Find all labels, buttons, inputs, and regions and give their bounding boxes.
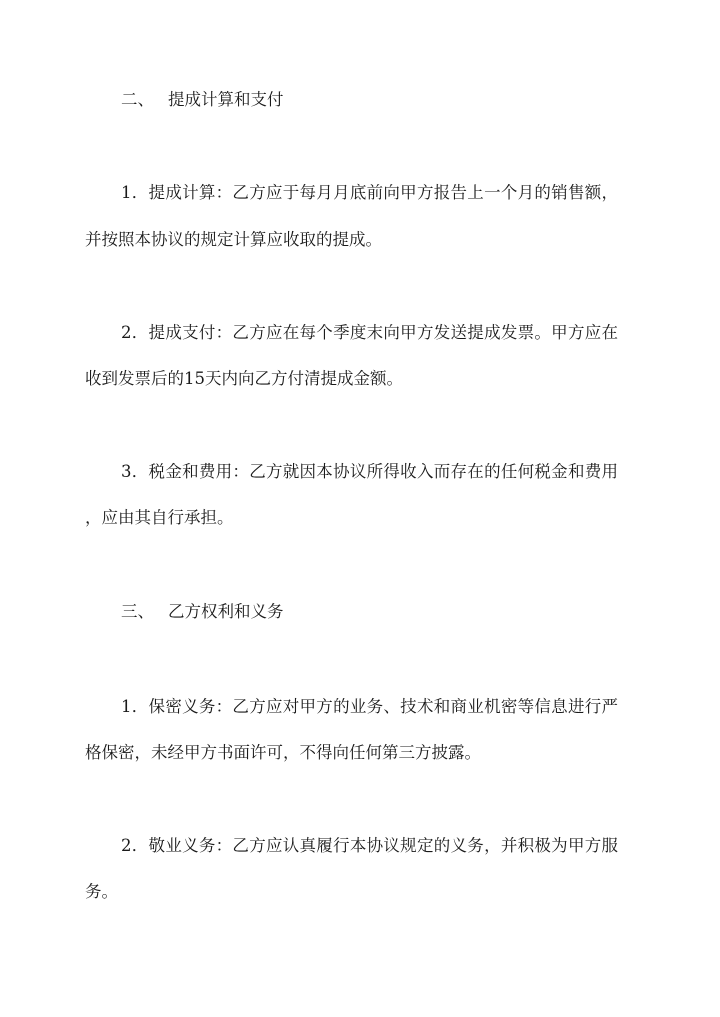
clause-line: ，应由其自行承担。 [85,508,234,527]
clause-line: 务。 [85,882,118,901]
section-title: 乙方权利和义务 [168,602,284,621]
section-heading-2 [121,88,284,112]
clause-line: 1．提成计算：乙方应于每月月底前向甲方报告上一个月的销售额， [121,183,618,202]
section-heading-3 [121,600,284,624]
clause-line: 3．税金和费用：乙方就因本协议所得收入而存在的任何税金和费用 [121,462,618,481]
clause-line: 格保密，未经甲方书面许可，不得向任何第三方披露。 [85,743,481,762]
clause-line: 1．保密义务：乙方应对甲方的业务、技术和商业机密等信息进行严 [121,697,618,716]
section-title: 提成计算和支付 [168,90,284,109]
clause-line: 并按照本协议的规定计算应收取的提成。 [85,230,382,249]
clause-line: 2．提成支付：乙方应在每个季度末向甲方发送提成发票。甲方应在 [121,323,618,342]
section-number: 三、 [121,602,154,621]
section-number: 二、 [121,90,154,109]
clause-line: 收到发票后的15天内向乙方付清提成金额。 [85,369,403,388]
clause-line: 2．敬业义务：乙方应认真履行本协议规定的义务，并积极为甲方服 [121,836,618,855]
